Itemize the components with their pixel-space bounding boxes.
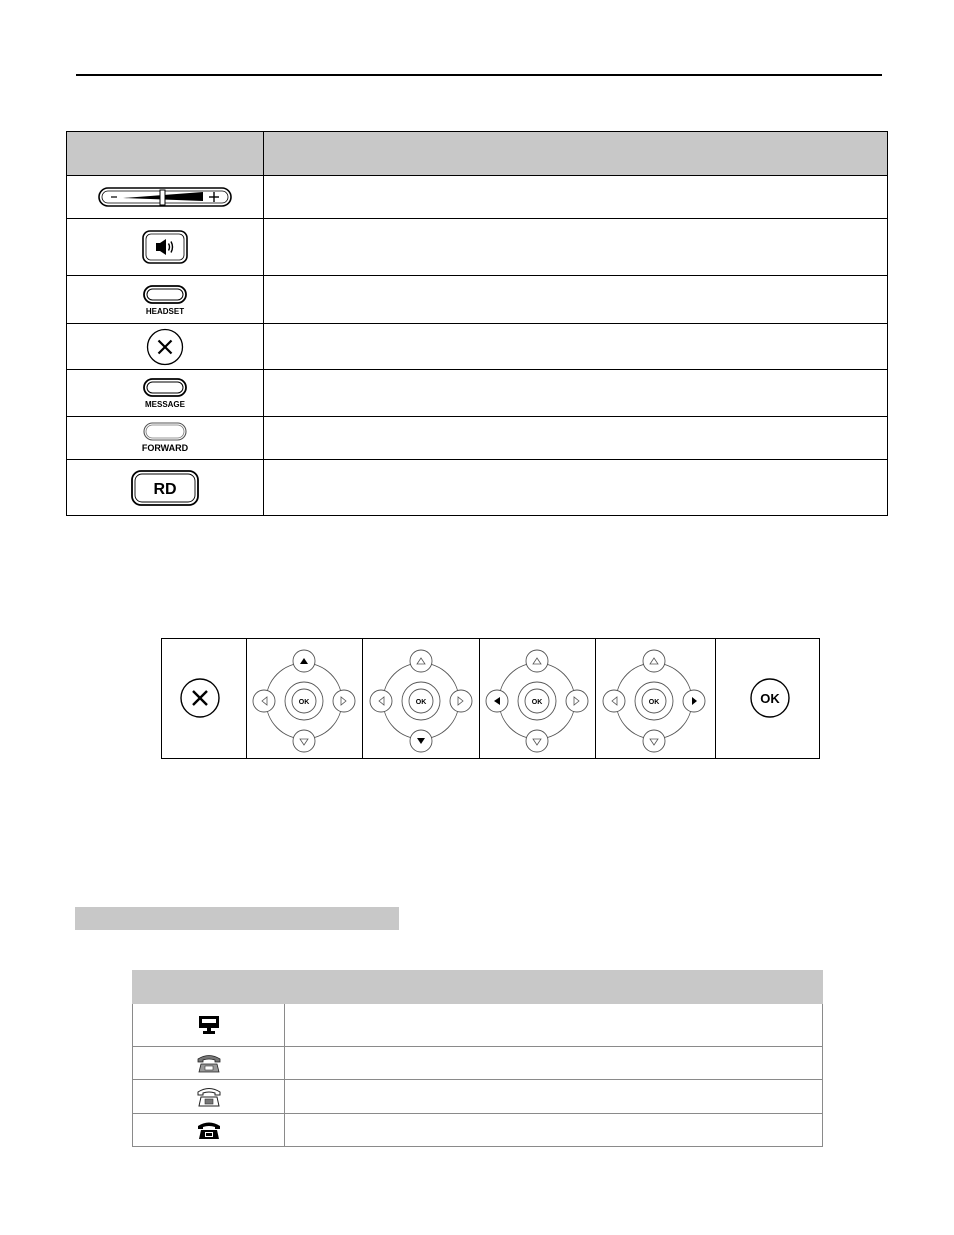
navigation-keys-strip bbox=[161, 638, 820, 759]
nav-cancel-cell bbox=[161, 638, 246, 759]
icon-table bbox=[132, 970, 823, 1147]
cancel-icon bbox=[145, 327, 185, 367]
forward-key-cell bbox=[67, 417, 264, 460]
key-table-header bbox=[67, 132, 888, 176]
dpad-right-active-icon bbox=[596, 639, 715, 758]
volume-key-cell bbox=[67, 176, 264, 219]
dpad-left-active-icon bbox=[480, 639, 595, 758]
message-key-label: MESSAGE bbox=[144, 400, 186, 409]
redial-key-cell bbox=[67, 460, 264, 516]
phone-busy-icon bbox=[196, 1120, 222, 1140]
dpad-up-active-icon bbox=[247, 639, 362, 758]
table-row bbox=[67, 276, 888, 324]
table-row bbox=[67, 417, 888, 460]
headset-key-description bbox=[264, 276, 888, 324]
dpad-ok-label: OK bbox=[415, 699, 427, 706]
network-icon-cell bbox=[133, 1004, 285, 1047]
table-row bbox=[133, 1004, 823, 1047]
cancel-key-cell bbox=[67, 324, 264, 370]
table-row bbox=[67, 370, 888, 417]
nav-ok-cell bbox=[715, 638, 820, 759]
forward-key-label: FORWARD bbox=[141, 443, 189, 453]
speaker-key-description bbox=[264, 219, 888, 276]
ok-key-icon bbox=[716, 639, 819, 758]
section-heading-bar bbox=[75, 907, 399, 930]
phone-ringing-icon-description bbox=[285, 1080, 823, 1114]
phone-idle-icon bbox=[196, 1053, 222, 1073]
speaker-key-cell bbox=[67, 219, 264, 276]
top-rule bbox=[76, 74, 882, 76]
table-row bbox=[67, 460, 888, 516]
forward-key-icon bbox=[135, 421, 195, 455]
dpad-ok-label: OK bbox=[648, 699, 660, 706]
phone-busy-icon-cell bbox=[133, 1114, 285, 1147]
speaker-icon bbox=[141, 229, 189, 265]
forward-key-description bbox=[264, 417, 888, 460]
phone-idle-icon-cell bbox=[133, 1047, 285, 1080]
icon-table-header bbox=[133, 971, 823, 1004]
dpad-ok-label: OK bbox=[298, 699, 310, 706]
cancel-key-description bbox=[264, 324, 888, 370]
cancel-icon bbox=[162, 639, 246, 758]
phone-ringing-icon-cell bbox=[133, 1080, 285, 1114]
dpad-ok-label: OK bbox=[531, 699, 543, 706]
nav-down-cell bbox=[362, 638, 479, 759]
phone-ringing-icon bbox=[196, 1087, 222, 1107]
headset-key-cell bbox=[67, 276, 264, 324]
network-icon bbox=[198, 1015, 220, 1035]
icon-table-header-col1 bbox=[133, 971, 285, 1004]
message-key-icon bbox=[135, 376, 195, 410]
ok-key-label: OK bbox=[760, 691, 780, 706]
headset-key-label: HEADSET bbox=[145, 306, 185, 316]
phone-busy-icon-description bbox=[285, 1114, 823, 1147]
volume-bar-icon bbox=[97, 185, 233, 209]
table-row bbox=[67, 219, 888, 276]
table-row bbox=[133, 1080, 823, 1114]
table-row bbox=[67, 324, 888, 370]
table-row bbox=[133, 1114, 823, 1147]
phone-idle-icon-description bbox=[285, 1047, 823, 1080]
network-icon-description bbox=[285, 1004, 823, 1047]
headset-key-icon bbox=[135, 283, 195, 317]
nav-up-cell bbox=[246, 638, 362, 759]
volume-key-description bbox=[264, 176, 888, 219]
redial-key-label: RD bbox=[153, 480, 177, 498]
redial-key-description bbox=[264, 460, 888, 516]
message-key-cell bbox=[67, 370, 264, 417]
dpad-down-active-icon bbox=[363, 639, 479, 758]
key-table-header-col2 bbox=[264, 132, 888, 176]
table-row bbox=[67, 176, 888, 219]
table-row bbox=[133, 1047, 823, 1080]
nav-right-cell bbox=[595, 638, 715, 759]
icon-table-header-col2 bbox=[285, 971, 823, 1004]
key-table-header-col1 bbox=[67, 132, 264, 176]
message-key-description bbox=[264, 370, 888, 417]
redial-key-icon bbox=[129, 468, 201, 508]
nav-left-cell bbox=[479, 638, 595, 759]
key-table bbox=[66, 131, 888, 516]
